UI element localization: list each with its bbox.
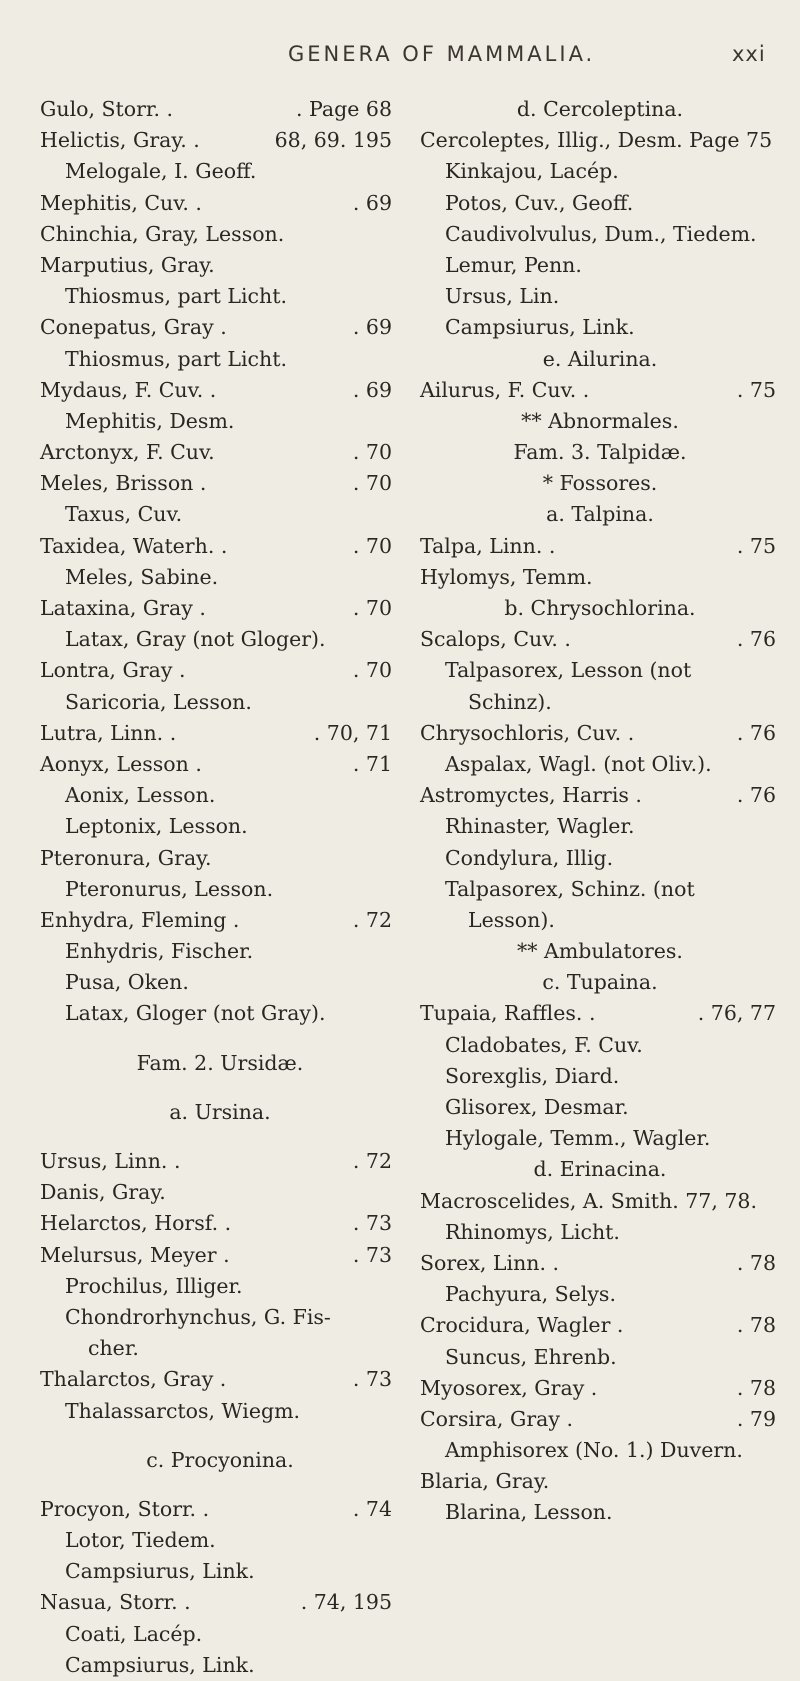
entry-name: Hylomys, Temm. [420,564,593,589]
entry-page-ref: . 76, 77 [697,1001,776,1026]
index-entry [420,1310,780,1341]
entry-page-ref: . 73 [352,1242,392,1267]
entry-name: Pachyura, Selys. [445,1282,616,1307]
index-entry [420,219,780,250]
index-entry [40,94,400,125]
entry-name: Pteronurus, Lesson. [65,876,274,901]
index-entry [40,811,400,842]
entry-name: Ursus, Linn. . [40,1149,181,1173]
entry-name: Chondrorhynchus, G. Fis- [65,1304,331,1329]
index-entry [420,1061,780,1092]
entry-page-ref: . 70 [352,440,392,465]
section-heading [40,1048,400,1079]
section-heading [420,468,780,499]
entry-name: Aonyx, Lesson . [40,751,202,776]
entry-name: Blarina, Lesson. [445,1500,613,1525]
entry-name: Lotor, Tiedem. [65,1528,216,1553]
entry-name: Glisorex, Desmar. [445,1095,629,1119]
section-heading [40,1097,400,1128]
entry-name: Conepatus, Gray . [40,315,227,340]
spacer [40,1427,400,1445]
section-heading [420,94,780,125]
entry-name: c. Tupaina. [542,970,658,995]
index-entry [40,437,400,468]
index-entry [420,811,780,842]
entry-name: Talpa, Linn. . [420,533,556,558]
entry-name: Helarctos, Horsf. . [40,1211,232,1236]
entry-page-ref: . 76 [736,720,776,745]
index-entry [40,780,400,811]
entry-name: Chinchia, Gray, Lesson. [40,221,285,246]
index-entry [420,718,780,749]
index-entry [40,1396,400,1427]
index-entry [420,1435,780,1466]
entry-name: Sorex, Linn. . [420,1250,560,1275]
index-entry [40,1364,400,1395]
index-entry [40,1333,400,1364]
entry-name: a. Talpina. [546,502,654,527]
index-entry [420,281,780,312]
entry-name: Campsiurus, Link. [65,1652,255,1677]
left-column [40,94,400,1681]
entry-name: Suncus, Ehrenb. [445,1344,617,1369]
entry-name: Ursus, Lin. [445,284,560,309]
entry-page-ref: . 73 [352,1211,392,1236]
entry-name: Ailurus, F. Cuv. . [420,377,590,402]
index-entry [40,156,400,187]
index-entry [420,1217,780,1248]
index-entry [40,749,400,780]
entry-name: Talpasorex, Lesson (not [445,658,692,683]
entry-name: Thiosmus, part Licht. [65,284,287,309]
entry-name: a. Ursina. [169,1099,271,1124]
index-entry [40,936,400,967]
entry-name: Scalops, Cuv. . [420,627,571,652]
section-heading [420,437,780,468]
entry-name: Fam. 2. Ursidæ. [136,1050,304,1075]
index-entry [40,562,400,593]
index-entry [420,1279,780,1310]
running-header [0,42,800,82]
index-entry [420,1092,780,1123]
entry-name: Meles, Brisson . [40,471,207,496]
entry-name: Melursus, Meyer . [40,1242,230,1267]
entry-name: Myosorex, Gray . [420,1375,598,1400]
entry-name: Marputius, Gray. [40,252,215,277]
entry-name: Taxidea, Waterh. . [40,533,228,558]
entry-name: Hylogale, Temm., Wagler. [445,1126,711,1151]
entry-page-ref: . 70, 71 [313,720,392,745]
entry-name: Rhinomys, Licht. [445,1219,620,1244]
entry-name: Mephitis, Cuv. . [40,190,202,215]
spacer [40,1128,400,1146]
entry-name: Lontra, Gray . [40,658,186,683]
entry-name: c. Procyonina. [146,1447,294,1472]
entry-page-ref: . 78 [736,1250,776,1275]
entry-name: Potos, Cuv., Geoff. [445,190,634,215]
entry-page-ref: . 70 [352,658,392,683]
index-entry [420,250,780,281]
index-entry [40,998,400,1029]
index-entry [40,344,400,375]
entry-name: ** Ambulatores. [517,939,683,964]
entry-name: Latax, Gray (not Gloger). [65,627,326,652]
entry-name: Sorexglis, Diard. [445,1063,620,1088]
entry-name: ** Abnormales. [521,408,679,433]
index-entry [420,1342,780,1373]
index-entry [420,998,780,1029]
index-entry [420,874,780,905]
index-entry [40,718,400,749]
index-entry [420,562,780,593]
index-entry [40,1208,400,1239]
index-entry [420,125,780,156]
index-entry [40,406,400,437]
entry-page-ref: . 72 [352,1149,392,1173]
entry-name: Corsira, Gray . [420,1406,573,1431]
entry-name: Gulo, Storr. . [40,97,174,121]
entry-name: Arctonyx, F. Cuv. [40,440,215,465]
section-heading [420,967,780,998]
entry-page-ref: . Page 68 [296,97,392,121]
entry-name: Chrysochloris, Cuv. . [420,720,635,745]
entry-name: Meles, Sabine. [65,564,219,589]
index-entry [40,655,400,686]
index-entry [420,156,780,187]
entry-name: Campsiurus, Link. [65,1559,255,1584]
entry-name: Melogale, I. Geoff. [65,159,257,184]
entry-name: * Fossores. [542,471,658,496]
entry-name: Macroscelides, A. Smith. 77, 78. [420,1188,757,1213]
spacer [40,1030,400,1048]
index-entry [420,780,780,811]
entry-name: Pteronura, Gray. [40,845,212,870]
entry-name: Astromyctes, Harris . [420,783,642,808]
index-entry [40,125,400,156]
entry-name: Crocidura, Wagler . [420,1313,624,1338]
entry-name: cher. [88,1336,139,1361]
index-entry [40,624,400,655]
index-entry [420,312,780,343]
entry-name: Tupaia, Raffles. . [420,1001,596,1026]
entry-name: Aonix, Lesson. [65,783,216,808]
page-number: xxi [732,42,766,66]
spacer [40,1079,400,1097]
index-entry [40,593,400,624]
section-heading [40,1445,400,1476]
index-entry [420,749,780,780]
entry-page-ref: . 75 [736,377,776,402]
index-entry [40,905,400,936]
index-entry [420,655,780,686]
index-entry [420,1497,780,1528]
index-entry [40,188,400,219]
entry-name: Amphisorex (No. 1.) Duvern. [445,1438,743,1463]
index-entry [40,1240,400,1271]
entry-name: Coati, Lacép. [65,1621,203,1646]
index-entry [40,250,400,281]
entry-name: Helictis, Gray. . [40,128,200,153]
index-entry [420,1123,780,1154]
entry-page-ref: 68, 69. 195 [274,128,392,153]
entry-name: Procyon, Storr. . [40,1496,210,1521]
entry-name: Pusa, Oken. [65,970,189,995]
entry-name: Schinz). [468,689,552,714]
index-entry [420,687,780,718]
entry-name: d. Erinacina. [533,1157,667,1182]
spacer [40,1476,400,1494]
index-entry [420,1466,780,1497]
entry-name: Thiosmus, part Licht. [65,346,287,371]
entry-name: Talpasorex, Schinz. (not [445,876,695,901]
entry-name: Thalarctos, Gray . [40,1367,227,1392]
index-entry [420,531,780,562]
entry-page-ref: . 78 [736,1375,776,1400]
entry-page-ref: . 73 [352,1367,392,1392]
index-entry [40,499,400,530]
index-entry [420,624,780,655]
index-entry [420,1186,780,1217]
entry-name: Enhydris, Fischer. [65,939,254,964]
entry-name: e. Ailurina. [542,346,658,371]
index-entry [40,687,400,718]
entry-name: Mydaus, F. Cuv. . [40,377,217,402]
section-heading [420,1154,780,1185]
entry-page-ref: . 76 [736,627,776,652]
entry-page-ref: . 69 [352,315,392,340]
entry-name: Rhinaster, Wagler. [445,814,635,839]
index-entry [40,375,400,406]
section-heading [420,406,780,437]
index-entry [40,1650,400,1681]
running-title: GENERA OF MAMMALIA. [288,42,596,66]
index-entry [40,1556,400,1587]
section-heading [420,499,780,530]
entry-name: Condylura, Illig. [445,845,614,870]
entry-name: Kinkajou, Lacép. [445,159,619,184]
index-entry [420,843,780,874]
entry-name: Taxus, Cuv. [65,502,183,527]
entry-name: Nasua, Storr. . [40,1590,191,1615]
entry-name: b. Chrysochlorina. [504,596,696,620]
index-entry [40,312,400,343]
index-entry [40,1146,400,1177]
entry-page-ref: . 76 [736,783,776,808]
entry-name: Caudivolvulus, Dum., Tiedem. [445,221,757,246]
entry-name: Mephitis, Desm. [65,408,235,433]
entry-name: Lataxina, Gray . [40,596,206,620]
entry-page-ref: . 72 [352,907,392,932]
entry-page-ref: . 78 [736,1313,776,1338]
entry-name: Danis, Gray. [40,1180,166,1205]
index-entry [40,1525,400,1556]
entry-page-ref: . 70 [352,533,392,558]
index-entry [40,967,400,998]
index-entry [40,468,400,499]
entry-name: Cercoleptes, Illig., Desm. Page 75 [420,128,773,153]
index-entry [420,1373,780,1404]
entry-page-ref: . 70 [352,471,392,496]
index-entry [420,188,780,219]
entry-name: Leptonix, Lesson. [65,814,248,839]
section-heading [420,593,780,624]
index-entry [40,1587,400,1618]
entry-name: Lemur, Penn. [445,252,582,277]
entry-name: Fam. 3. Talpidæ. [513,440,687,465]
entry-page-ref: . 69 [352,377,392,402]
entry-page-ref: . 69 [352,190,392,215]
index-entry [40,843,400,874]
entry-name: Blaria, Gray. [420,1469,550,1494]
entry-name: Cladobates, F. Cuv. [445,1032,643,1057]
entry-name: Lesson). [468,907,555,932]
index-entry [40,1619,400,1650]
entry-page-ref: . 70 [352,596,392,620]
index-entry [40,1271,400,1302]
index-entry [40,219,400,250]
entry-name: Campsiurus, Link. [445,315,635,340]
index-entry [40,1302,400,1333]
entry-page-ref: . 79 [736,1406,776,1431]
entry-page-ref: . 71 [352,751,392,776]
index-entry [420,375,780,406]
index-entry [40,281,400,312]
entry-name: Lutra, Linn. . [40,720,177,745]
entry-page-ref: . 74, 195 [300,1590,392,1615]
index-entry [40,1177,400,1208]
index-entry [40,874,400,905]
index-entry [420,905,780,936]
index-entry [40,531,400,562]
entry-name: Latax, Gloger (not Gray). [65,1001,326,1026]
entry-name: Aspalax, Wagl. (not Oliv.). [445,751,712,776]
entry-name: d. Cercoleptina. [516,97,684,121]
entry-name: Enhydra, Fleming . [40,907,240,932]
section-heading [420,344,780,375]
index-entry [40,1494,400,1525]
index-entry [420,1248,780,1279]
entry-page-ref: . 74 [352,1496,392,1521]
index-entry [420,1404,780,1435]
entry-name: Thalassarctos, Wiegm. [65,1398,301,1423]
entry-name: Prochilus, Illiger. [65,1273,243,1298]
section-heading [420,936,780,967]
right-column [420,94,780,1529]
entry-page-ref: . 75 [736,533,776,558]
index-entry [420,1030,780,1061]
entry-name: Saricoria, Lesson. [65,689,252,714]
